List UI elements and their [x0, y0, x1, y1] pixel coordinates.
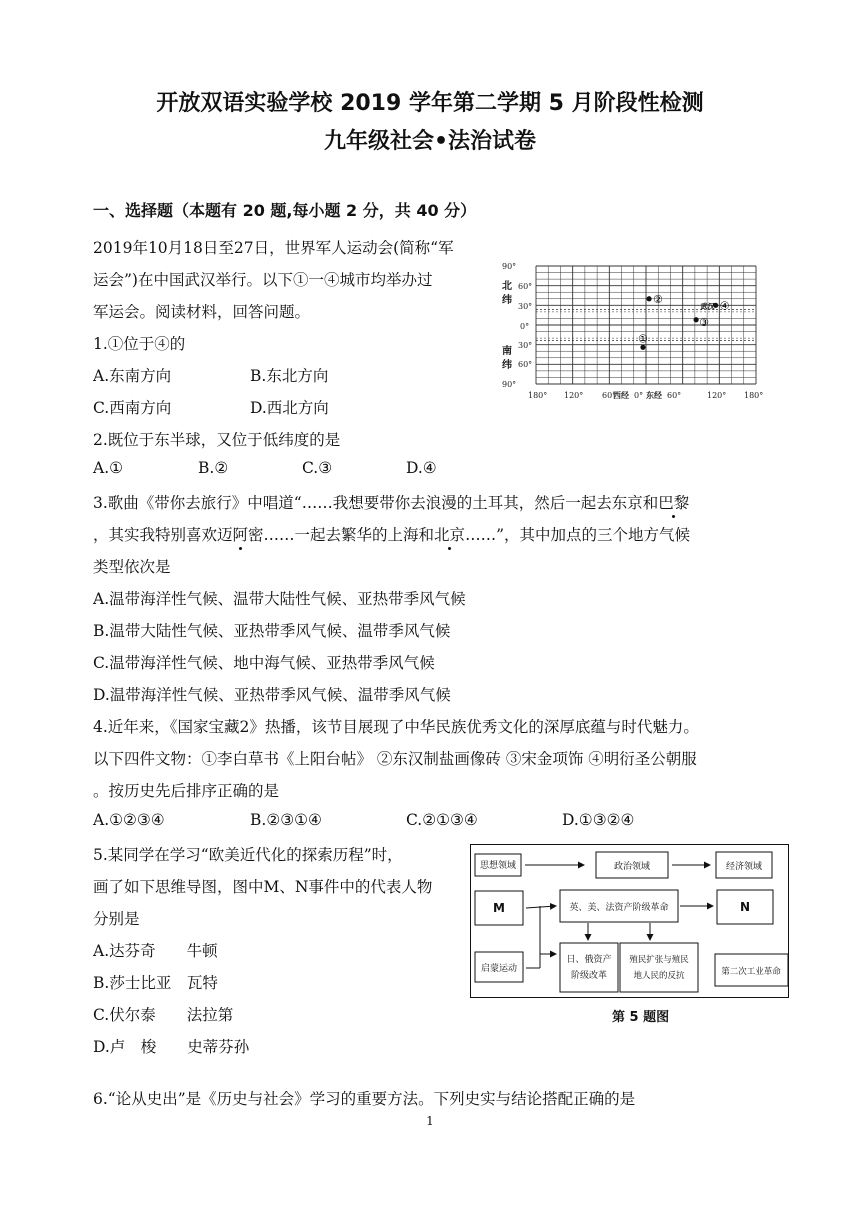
- lat-tick-s30: 30°: [518, 341, 533, 350]
- label-economy: 经济领域: [725, 862, 763, 872]
- q2-stem: 2.既位于东半球，又位于低纬度的是: [93, 431, 341, 449]
- label-revolution: 英、美、法资产阶级革命: [569, 903, 669, 913]
- q5-stem-line-3: 分别是: [93, 910, 140, 928]
- north-label-2: 纬: [502, 295, 512, 306]
- q5-option-c: C.伏尔泰 法拉第: [93, 1006, 234, 1024]
- q3-stem-line-3: 类型依次是: [93, 558, 171, 576]
- q4-stem-line-3: 。按历史先后排序正确的是: [93, 782, 280, 800]
- label-m: M: [493, 901, 505, 915]
- city-label-4: ④: [719, 299, 730, 313]
- wuhan-label: 武汉: [700, 302, 715, 311]
- city-label-2: ②: [653, 292, 663, 306]
- lon-label-east: 东经: [646, 390, 662, 400]
- intro-line-1: 2019年10月18日至27日，世界军人运动会(简称“军: [93, 239, 454, 257]
- lon-label-west: 西经: [613, 390, 629, 400]
- south-label-2: 纬: [502, 360, 512, 371]
- label-thought: 思想领域: [479, 861, 517, 871]
- arrow-m-revolution: [526, 906, 556, 908]
- lat-tick-0: 0°: [520, 322, 530, 331]
- q5-stem-line-2: 画了如下思维导图，图中M、N事件中的代表人物: [93, 878, 433, 896]
- lon-tick-e120: 120°: [707, 391, 727, 400]
- q3-option-d: D.温带海洋性气候、亚热带季风气候、温带季风气候: [93, 686, 451, 704]
- q2-option-b: B.②: [198, 459, 229, 477]
- mind-map-figure: [470, 844, 790, 999]
- lat-lon-grid: [498, 258, 768, 403]
- q4-option-b: B.②③①④: [250, 811, 322, 829]
- figure-caption: 第 5 题图: [612, 1010, 670, 1025]
- city-point-1: [640, 345, 645, 350]
- q4-option-a: A.①②③④: [93, 811, 165, 829]
- q1-option-d: D.西北方向: [250, 399, 329, 417]
- dotted-place-paris: 巴黎: [658, 491, 689, 513]
- q3-stem-line-1: 3.歌曲《带你去旅行》中唱道“……我想要带你去浪漫的土耳其，然后一起去东京和巴黎: [93, 491, 689, 513]
- label-colonial-line-1: 殖民扩张与殖民: [629, 955, 689, 965]
- dotted-place-miami: 迈阿密: [217, 523, 264, 545]
- lon-tick-w180: 180°: [528, 391, 548, 400]
- mind-map: [470, 844, 790, 999]
- label-industrial: 第二次工业革命: [721, 967, 781, 977]
- label-colonial-line-2: 地人民的反抗: [633, 971, 685, 981]
- exam-subtitle: 九年级社会•法治试卷: [323, 129, 537, 154]
- q1-stem: 1.①位于④的: [93, 335, 186, 353]
- north-label-1: 北: [502, 281, 512, 292]
- intro-line-2: 运会”)在中国武汉举行。以下①一④城市均举办过: [93, 271, 433, 289]
- q2-option-a: A.①: [93, 459, 124, 477]
- section-heading: 一、选择题（本题有 20 题,每小题 2 分，共 40 分）: [93, 201, 477, 220]
- lon-tick-e180: 180°: [744, 391, 764, 400]
- label-reform-line-1: 日、俄资产: [566, 955, 612, 965]
- lat-tick-s90: 90°: [502, 380, 517, 389]
- q2-option-c: C.③: [302, 459, 333, 477]
- lon-tick-w120: 120°: [564, 391, 584, 400]
- q4-option-c: C.②①③④: [406, 811, 478, 829]
- q5-stem-line-1: 5.某同学在学习“欧美近代化的探索历程”时，: [93, 846, 403, 864]
- city-label-1: ①: [637, 332, 648, 346]
- label-n: N: [739, 900, 751, 914]
- box-reform: [560, 943, 618, 992]
- q6-stem: 6.“论从史出”是《历史与社会》学习的重要方法。下列史实与结论搭配正确的是: [93, 1090, 636, 1108]
- q3-option-b: B.温带大陆性气候、亚热带季风气候、温带季风气候: [93, 622, 451, 640]
- box-colonial: [620, 943, 698, 992]
- city-label-3: ③: [699, 315, 709, 329]
- q1-option-b: B.东北方向: [250, 367, 329, 385]
- label-enlightenment: 启蒙运动: [480, 964, 518, 974]
- exam-title: 开放双语实验学校 2019 学年第二学期 5 月阶段性检测: [156, 91, 704, 116]
- lat-tick-s60: 60°: [518, 360, 533, 369]
- lat-tick-n60: 60°: [518, 282, 533, 291]
- q3-option-c: C.温带海洋性气候、地中海气候、亚热带季风气候: [93, 654, 435, 672]
- q4-stem-line-1: 4.近年来，《国家宝藏2》热播，该节目展现了中华民族优秀文化的深厚底蕴与时代魅力。: [93, 718, 699, 736]
- city-point-3: [694, 317, 699, 322]
- city-point-2: [646, 296, 651, 301]
- intro-line-3: 军运会。阅读材料，回答问题。: [93, 303, 311, 321]
- south-label-1: 南: [502, 346, 512, 357]
- lat-lon-grid-figure: [498, 258, 768, 403]
- q3-stem-line-2: ，其实我特别喜欢迈阿密……一起去繁华的上海和北京……”，其中加点的三个地方气候: [93, 523, 690, 545]
- q4-option-d: D.①③②④: [562, 811, 635, 829]
- lat-tick-n90: 90°: [502, 262, 517, 271]
- q5-option-a: A.达芬奇 牛顿: [93, 942, 218, 960]
- label-politics: 政治领域: [613, 862, 651, 872]
- q1-option-c: C.西南方向: [93, 399, 172, 417]
- q4-stem-line-2: 以下四件文物：①李白草书《上阳台帖》 ②东汉制盐画像砖 ③宋金项饰 ④明衍圣公朝服: [93, 750, 697, 768]
- lon-tick-w60: 60°: [602, 391, 617, 400]
- page-number: 1: [426, 1114, 434, 1128]
- lon-tick-0: 0°: [634, 391, 644, 400]
- q3-option-a: A.温带海洋性气候、温带大陆性气候、亚热带季风气候: [93, 590, 466, 608]
- q5-option-d: D.卢 梭 史蒂芬孙: [93, 1038, 250, 1056]
- label-reform-line-2: 阶级改革: [570, 971, 608, 981]
- lat-tick-n30: 30°: [518, 302, 533, 311]
- lon-tick-e60: 60°: [667, 391, 682, 400]
- q5-option-b: B.莎士比亚 瓦特: [93, 974, 218, 992]
- dotted-place-beijing: 北京: [434, 523, 465, 545]
- q2-option-d: D.④: [406, 459, 437, 477]
- q1-option-a: A.东南方向: [93, 367, 172, 385]
